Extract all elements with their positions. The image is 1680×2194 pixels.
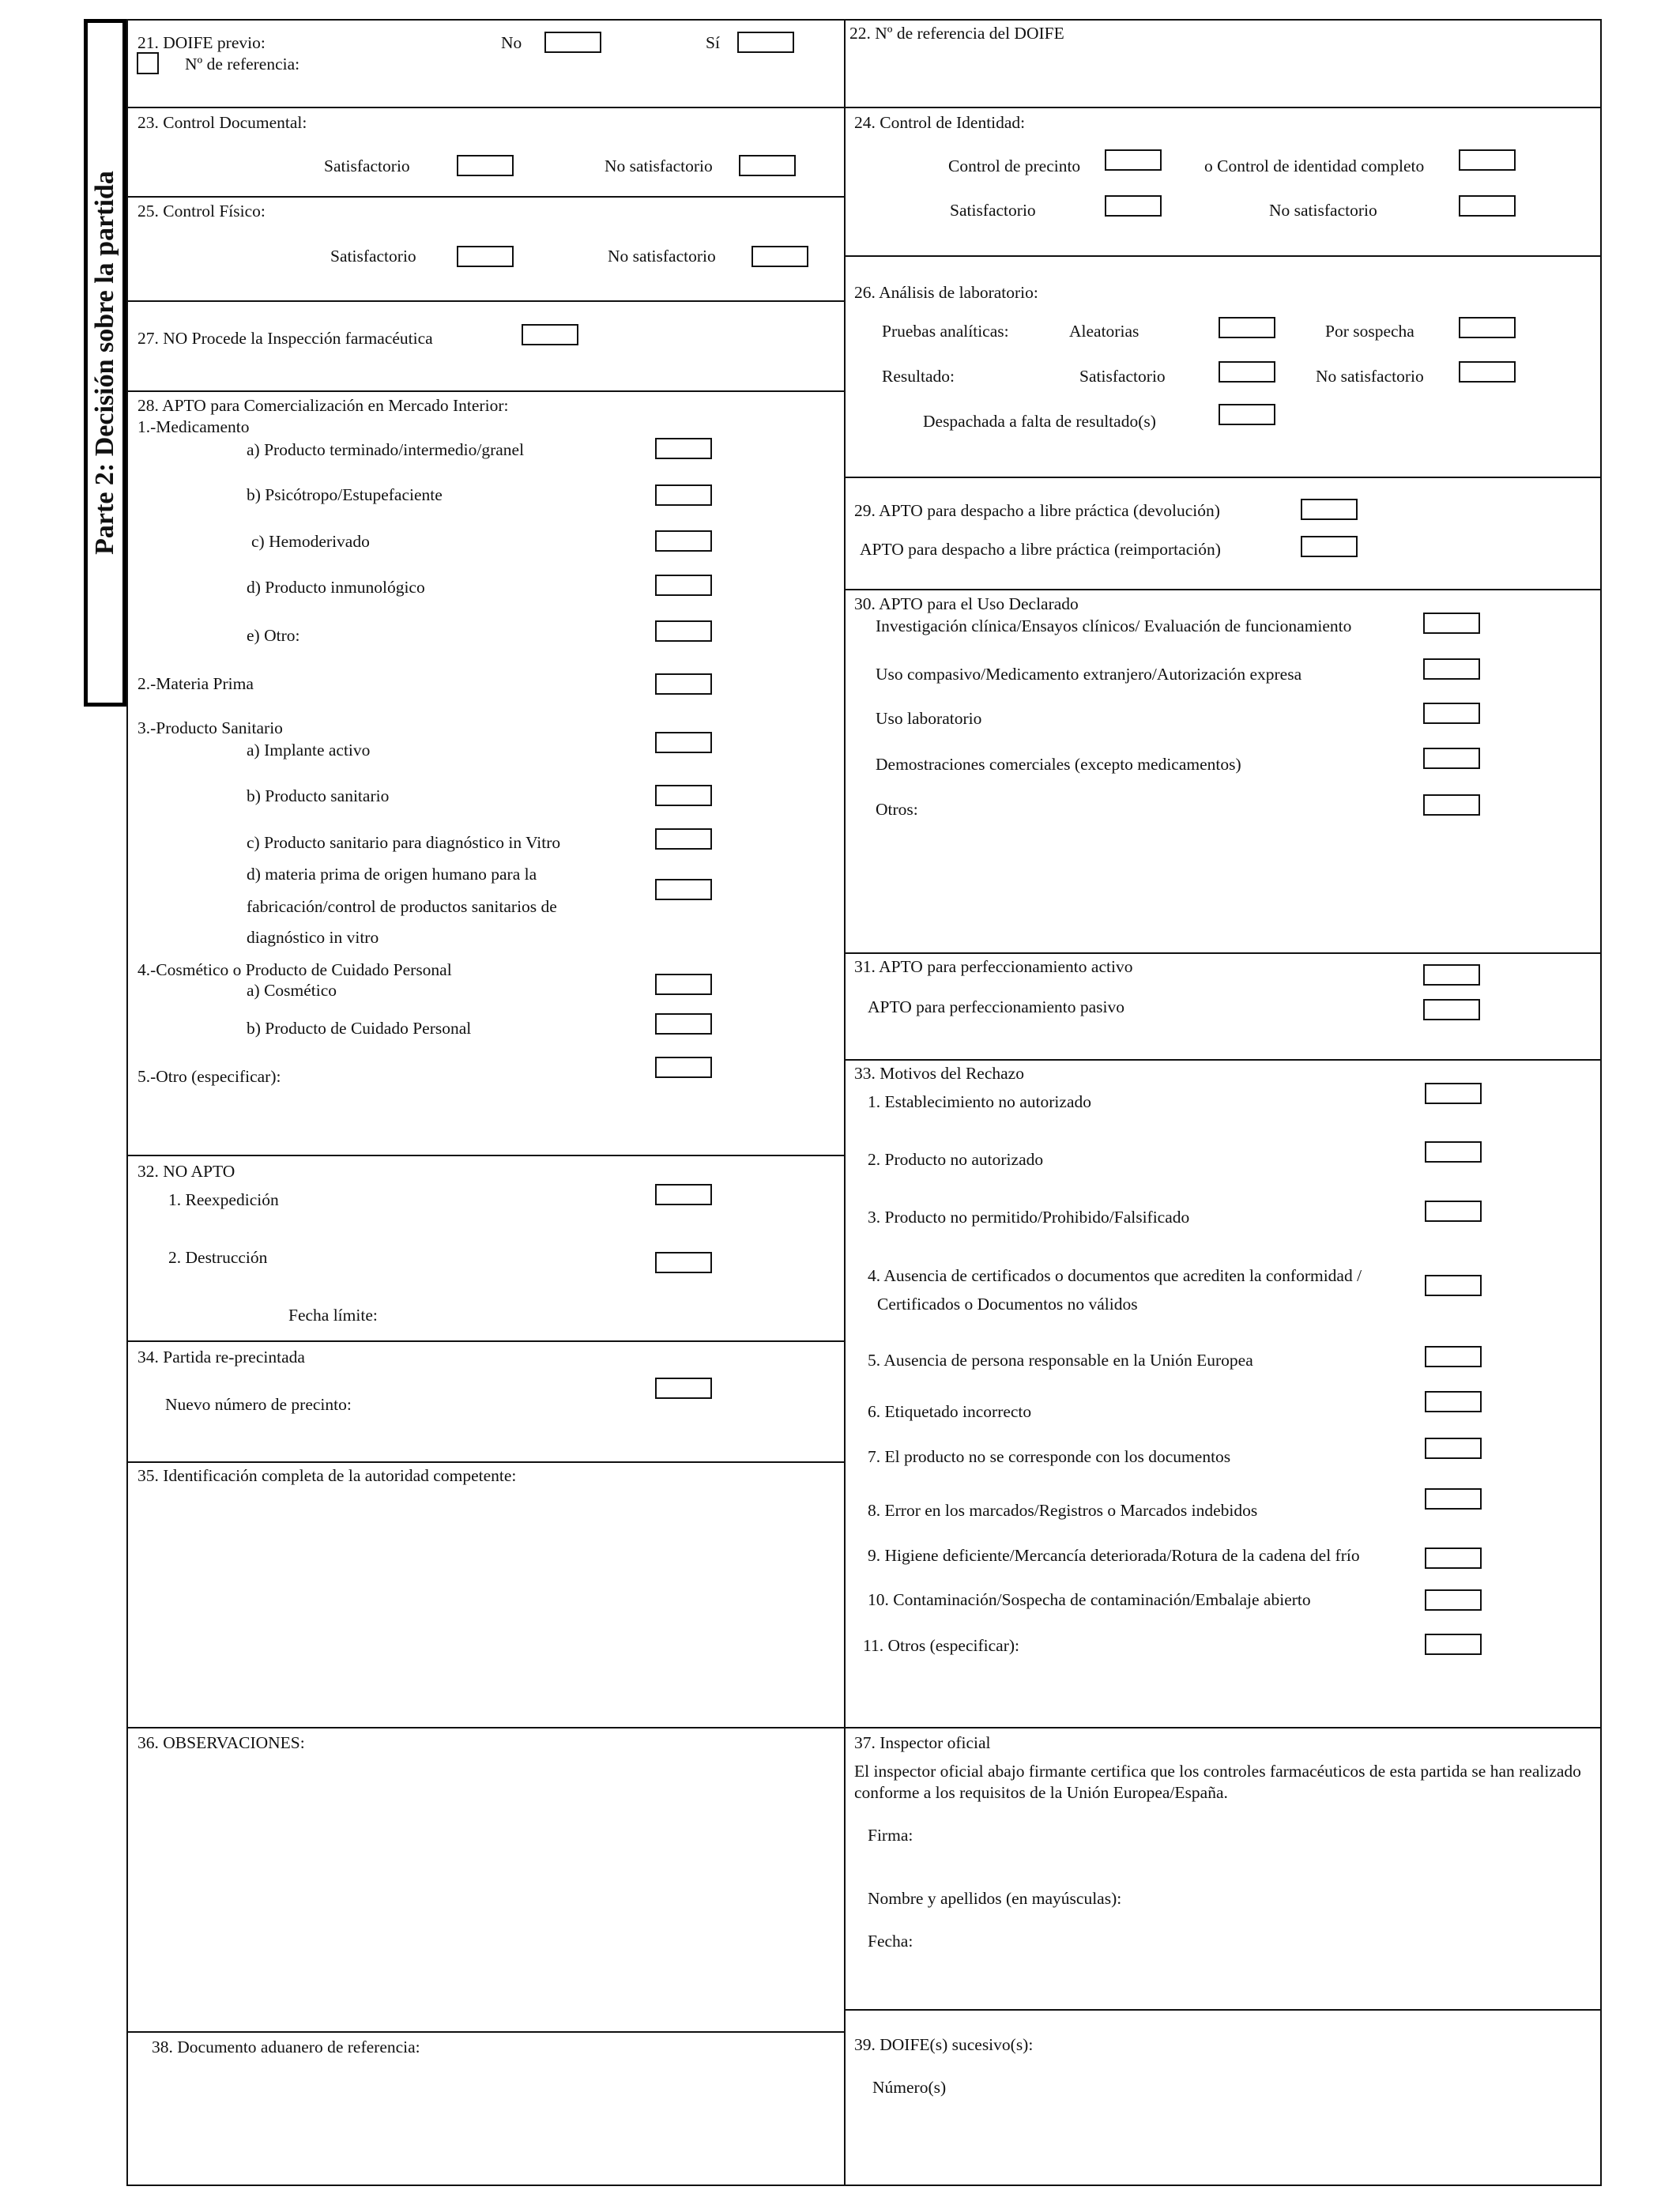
s23-title: 23. Control Documental: — [137, 113, 307, 132]
s28-med-b-label: b) Psicótropo/Estupefaciente — [247, 485, 443, 504]
divider-21-23 — [126, 107, 846, 108]
s30-i1-checkbox[interactable] — [1423, 613, 1480, 634]
s28-ps-d-checkbox[interactable] — [655, 879, 712, 900]
s32-i1-label: 1. Reexpedición — [168, 1190, 279, 1209]
s30-i2-checkbox[interactable] — [1423, 658, 1480, 680]
s28-ps-d2-label: fabricación/control de productos sanitarios de — [247, 897, 557, 916]
s28-med-c-label: c) Hemoderivado — [251, 532, 370, 551]
s21-no-checkbox[interactable] — [544, 32, 601, 53]
s33-i7-label: 7. El producto no se corresponde con los documentos — [868, 1447, 1231, 1466]
divider-31-33 — [844, 1059, 1602, 1061]
s33-i4b-label: Certificados o Documentos no válidos — [877, 1295, 1138, 1314]
s28-cos-b-checkbox[interactable] — [655, 1013, 712, 1035]
s30-i5-checkbox[interactable] — [1423, 794, 1480, 816]
s24-completo-label: o Control de identidad completo — [1204, 156, 1425, 175]
s31-activo-checkbox[interactable] — [1423, 964, 1480, 986]
s33-i10-label: 10. Contaminación/Sospecha de contaminación/Embalaje abierto — [868, 1590, 1311, 1609]
s28-otro-label: 5.-Otro (especificar): — [137, 1067, 281, 1086]
s30-i3-checkbox[interactable] — [1423, 703, 1480, 724]
s26-aleatorias-checkbox[interactable] — [1219, 317, 1275, 338]
s28-med-d-label: d) Producto inmunológico — [247, 578, 425, 597]
s28-cos-a-label: a) Cosmético — [247, 981, 337, 1000]
s34-title: 34. Partida re-precintada — [137, 1348, 305, 1367]
side-title: Parte 2: Decisión sobre la partida — [90, 171, 119, 555]
s37-title: 37. Inspector oficial — [854, 1733, 991, 1752]
s26-sat-checkbox[interactable] — [1219, 361, 1275, 383]
s38-title: 38. Documento aduanero de referencia: — [152, 2038, 420, 2056]
s26-pruebas-label: Pruebas analíticas: — [882, 322, 1009, 341]
s30-i2-label: Uso compasivo/Medicamento extranjero/Autorización expresa — [876, 665, 1302, 684]
s26-despachada-checkbox[interactable] — [1219, 404, 1275, 425]
s28-ps-b-label: b) Producto sanitario — [247, 786, 390, 805]
s25-sat-checkbox[interactable] — [457, 246, 514, 267]
s33-i8-checkbox[interactable] — [1425, 1488, 1482, 1510]
s27-title: 27. NO Procede la Inspección farmacéutica — [137, 329, 433, 348]
s26-sospecha-label: Por sospecha — [1325, 322, 1414, 341]
s33-i11-label: 11. Otros (especificar): — [863, 1636, 1019, 1655]
s32-i2-checkbox[interactable] — [655, 1252, 712, 1273]
s28-med-b-checkbox[interactable] — [655, 484, 712, 506]
s23-sat-checkbox[interactable] — [457, 155, 514, 176]
s29-reimportacion-label: APTO para despacho a libre práctica (reimportación) — [860, 540, 1221, 559]
s33-i9-checkbox[interactable] — [1425, 1547, 1482, 1569]
divider-22-24 — [844, 107, 1602, 108]
s33-i10-checkbox[interactable] — [1425, 1589, 1482, 1611]
s29-devolucion-checkbox[interactable] — [1301, 499, 1358, 520]
s33-i2-label: 2. Producto no autorizado — [868, 1150, 1044, 1169]
s28-ps-a-checkbox[interactable] — [655, 732, 712, 753]
s28-med-d-checkbox[interactable] — [655, 575, 712, 596]
s28-mp-checkbox[interactable] — [655, 673, 712, 695]
s22-title: 22. Nº de referencia del DOIFE — [849, 24, 1064, 43]
s32-fecha-label: Fecha límite: — [288, 1306, 378, 1325]
s28-ps-d1-label: d) materia prima de origen humano para la — [247, 865, 537, 884]
s33-i2-checkbox[interactable] — [1425, 1141, 1482, 1163]
s28-ps-c-label: c) Producto sanitario para diagnóstico in Vitro — [247, 833, 561, 852]
s36-title: 36. OBSERVACIONES: — [137, 1733, 305, 1752]
s28-med-label: 1.-Medicamento — [137, 417, 250, 436]
s23-nosat-label: No satisfactorio — [605, 156, 713, 175]
s37-cert-text: El inspector oficial abajo firmante certifica que los controles farmacéuticos de esta partida se han realizado conforme a los requisitos de la Unión Europea/España. — [854, 1762, 1581, 1802]
s30-i1-label: Investigación clínica/Ensayos clínicos/ Evaluación de funcionamiento — [876, 616, 1352, 635]
s28-med-c-checkbox[interactable] — [655, 530, 712, 552]
s28-otro-checkbox[interactable] — [655, 1057, 712, 1078]
divider-23-25 — [126, 196, 846, 198]
s28-ps-label: 3.-Producto Sanitario — [137, 718, 283, 737]
s29-devolucion-label: 29. APTO para despacho a libre práctica (devolución) — [854, 501, 1220, 520]
s31-activo-label: 31. APTO para perfeccionamiento activo — [854, 957, 1133, 976]
s21-ref-label: Nº de referencia: — [185, 55, 300, 74]
s26-nosat-label: No satisfactorio — [1316, 367, 1424, 386]
s33-i6-label: 6. Etiquetado incorrecto — [868, 1402, 1032, 1421]
s31-pasivo-checkbox[interactable] — [1423, 999, 1480, 1020]
s33-i1-checkbox[interactable] — [1425, 1083, 1482, 1104]
divider-32-34 — [126, 1340, 846, 1342]
s24-completo-checkbox[interactable] — [1459, 149, 1516, 171]
frame-middle — [844, 19, 846, 2186]
s33-i7-checkbox[interactable] — [1425, 1438, 1482, 1459]
s28-med-a-label: a) Producto terminado/intermedio/granel — [247, 440, 525, 459]
s32-i2-label: 2. Destrucción — [168, 1248, 268, 1267]
s24-precinto-checkbox[interactable] — [1105, 149, 1162, 171]
s29-reimportacion-checkbox[interactable] — [1301, 536, 1358, 557]
s33-title: 33. Motivos del Rechazo — [854, 1064, 1024, 1083]
s33-i3-checkbox[interactable] — [1425, 1201, 1482, 1222]
s28-mp-label: 2.-Materia Prima — [137, 674, 254, 693]
s28-med-e-checkbox[interactable] — [655, 620, 712, 642]
divider-35-36 — [126, 1727, 1602, 1728]
frame-left — [126, 19, 128, 2186]
s39-title: 39. DOIFE(s) sucesivo(s): — [854, 2035, 1034, 2054]
s21-si-label: Sí — [706, 33, 720, 52]
s34-nuevo-checkbox[interactable] — [655, 1378, 712, 1399]
s25-nosat-label: No satisfactorio — [608, 247, 716, 266]
s37-firma-label: Firma: — [868, 1826, 913, 1845]
s33-i9-label: 9. Higiene deficiente/Mercancía deteriorada/Rotura de la cadena del frío — [868, 1546, 1360, 1565]
s23-sat-label: Satisfactorio — [324, 156, 410, 175]
divider-34-35 — [126, 1461, 846, 1463]
divider-29-30 — [844, 589, 1602, 590]
s26-sat-label: Satisfactorio — [1079, 367, 1166, 386]
s30-i5-label: Otros: — [876, 800, 918, 819]
s28-cos-b-label: b) Producto de Cuidado Personal — [247, 1019, 472, 1038]
s26-despachada-label: Despachada a falta de resultado(s) — [923, 412, 1156, 431]
s30-i4-checkbox[interactable] — [1423, 748, 1480, 769]
s33-i6-checkbox[interactable] — [1425, 1391, 1482, 1412]
divider-30-31 — [844, 952, 1602, 954]
s30-title: 30. APTO para el Uso Declarado — [854, 594, 1079, 613]
s30-i4-label: Demostraciones comerciales (excepto medicamentos) — [876, 755, 1241, 774]
s33-i4-checkbox[interactable] — [1425, 1275, 1482, 1296]
s23-nosat-checkbox[interactable] — [739, 155, 796, 176]
s28-med-a-checkbox[interactable] — [655, 438, 712, 459]
s26-nosat-checkbox[interactable] — [1459, 361, 1516, 383]
s28-ps-c-checkbox[interactable] — [655, 828, 712, 850]
s34-nuevo-label: Nuevo número de precinto: — [165, 1395, 352, 1414]
s28-ps-a-label: a) Implante activo — [247, 741, 371, 760]
s39-numero-label: Número(s) — [872, 2078, 947, 2097]
s28-cos-a-checkbox[interactable] — [655, 974, 712, 995]
s24-nosat-label: No satisfactorio — [1269, 201, 1377, 220]
divider-27-28 — [126, 390, 846, 392]
divider-36-38 — [126, 2031, 846, 2033]
s24-precinto-label: Control de precinto — [948, 156, 1081, 175]
s37-fecha-label: Fecha: — [868, 1932, 913, 1951]
s32-title: 32. NO APTO — [137, 1162, 235, 1181]
s21-si-checkbox[interactable] — [737, 32, 794, 53]
s21-title: 21. DOIFE previo: — [137, 33, 266, 52]
s21-no-label: No — [501, 33, 522, 52]
s33-i1-label: 1. Establecimiento no autorizado — [868, 1092, 1091, 1111]
divider-25-27 — [126, 300, 846, 302]
frame-bottom — [126, 2185, 1602, 2186]
s33-i5-label: 5. Ausencia de persona responsable en la Unión Europea — [868, 1351, 1253, 1370]
s24-sat-label: Satisfactorio — [950, 201, 1036, 220]
s32-i1-checkbox[interactable] — [655, 1184, 712, 1205]
divider-24-26 — [844, 255, 1602, 257]
divider-37-39 — [844, 2009, 1602, 2011]
s24-nosat-checkbox[interactable] — [1459, 195, 1516, 217]
s25-nosat-checkbox[interactable] — [751, 246, 808, 267]
s28-ps-d3-label: diagnóstico in vitro — [247, 928, 379, 947]
s26-sospecha-checkbox[interactable] — [1459, 317, 1516, 338]
s25-sat-label: Satisfactorio — [330, 247, 416, 266]
frame-right — [1600, 19, 1602, 2186]
s30-i3-label: Uso laboratorio — [876, 709, 982, 728]
s33-i11-checkbox[interactable] — [1425, 1634, 1482, 1655]
s26-aleatorias-label: Aleatorias — [1069, 322, 1139, 341]
s33-i5-checkbox[interactable] — [1425, 1346, 1482, 1367]
s33-i3-label: 3. Producto no permitido/Prohibido/Falsificado — [868, 1208, 1190, 1227]
s26-resultado-label: Resultado: — [882, 367, 955, 386]
s27-checkbox[interactable] — [522, 324, 578, 345]
s37-nombre-label: Nombre y apellidos (en mayúsculas): — [868, 1889, 1122, 1908]
s21-ref-checkbox[interactable] — [137, 52, 159, 74]
s28-cos-label: 4.-Cosmético o Producto de Cuidado Personal — [137, 960, 452, 979]
s28-title: 28. APTO para Comercialización en Mercado Interior: — [137, 396, 509, 415]
divider-28-32 — [126, 1155, 846, 1156]
s28-med-e-label: e) Otro: — [247, 626, 300, 645]
s33-i4a-label: 4. Ausencia de certificados o documentos que acrediten la conformidad / — [868, 1266, 1362, 1285]
s26-title: 26. Análisis de laboratorio: — [854, 283, 1038, 302]
s35-title: 35. Identificación completa de la autoridad competente: — [137, 1466, 517, 1485]
divider-26-29 — [844, 477, 1602, 478]
s24-title: 24. Control de Identidad: — [854, 113, 1026, 132]
s25-title: 25. Control Físico: — [137, 202, 266, 221]
s28-ps-b-checkbox[interactable] — [655, 785, 712, 806]
s24-sat-checkbox[interactable] — [1105, 195, 1162, 217]
s31-pasivo-label: APTO para perfeccionamiento pasivo — [868, 997, 1124, 1016]
frame-top — [126, 19, 1602, 21]
s33-i8-label: 8. Error en los marcados/Registros o Marcados indebidos — [868, 1501, 1258, 1520]
